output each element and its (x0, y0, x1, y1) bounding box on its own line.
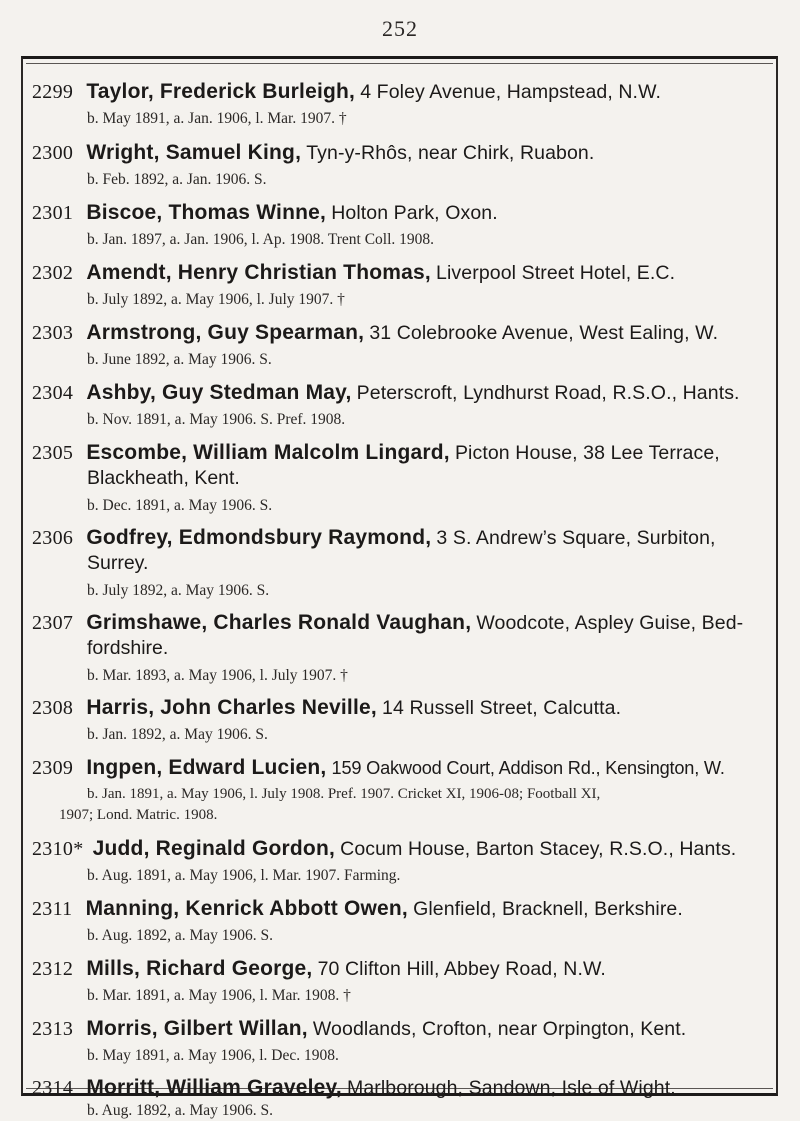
entry-address: 3 S. Andrew’s Square, Surbiton, (436, 527, 716, 549)
entry-address: Holton Park, Oxon. (331, 202, 498, 224)
entry-details: b. June 1892, a. May 1906. S. (87, 351, 272, 368)
entry-details: b. July 1892, a. May 1906. S. (87, 582, 270, 599)
entry-name: Mills, Richard George, (86, 957, 313, 980)
entry-name: Armstrong, Guy Spearman, (86, 321, 365, 344)
entry-address: 70 Clifton Hill, Abbey Road, N.W. (317, 958, 606, 980)
entry-address: Glenfield, Bracknell, Berkshire. (413, 898, 683, 920)
entry-heading (32, 835, 770, 863)
page-number: 252 (382, 16, 418, 41)
entry-address: Picton House, 38 Lee Terrace, (454, 442, 720, 464)
entry-details: b. Jan. 1897, a. Jan. 1906, l. Ap. 1908. Trent Coll. 1908. (87, 231, 435, 248)
entry-number: 2299 (32, 81, 74, 103)
entry-details: b. Aug. 1892, a. May 1906. S. (87, 927, 273, 944)
entry-address: 31 Colebrooke Avenue, West Ealing, W. (369, 322, 719, 344)
entry-number: 2314 (32, 1077, 74, 1099)
entry-address: 14 Russell Street, Calcutta. (382, 697, 622, 719)
entry-number: 2303 (32, 322, 74, 344)
entry-name: Wright, Samuel King, (86, 141, 302, 164)
entry-details: b. May 1891, a. Jan. 1906, l. Mar. 1907. † (87, 110, 347, 127)
entry-details: b. Dec. 1891, a. May 1906. S. (87, 497, 273, 514)
entry-heading (32, 524, 770, 552)
entry-heading (32, 439, 770, 467)
entry-heading (32, 955, 770, 983)
entry-details: b. July 1892, a. May 1906, l. July 1907. † (87, 291, 345, 308)
entry-details: b. Mar. 1891, a. May 1906, l. Mar. 1908. † (87, 987, 351, 1004)
entry-address: Liverpool Street Hotel, E.C. (436, 262, 676, 284)
entry-name: Grimshawe, Charles Ronald Vaughan, (86, 611, 472, 634)
entry-name: Amendt, Henry Christian Thomas, (86, 261, 431, 284)
entry-details: b. Jan. 1891, a. May 1906, l. July 1908. Pref. 1907. Cricket XI, 1906-08; Football XI, (87, 786, 601, 802)
entry-number: 2304 (32, 382, 74, 404)
entry-number: 2311 (32, 898, 73, 920)
entry-number: 2302 (32, 262, 74, 284)
entry-name: Escombe, William Malcolm Lingard, (86, 441, 450, 464)
entry-name: Ingpen, Edward Lucien, (86, 756, 327, 779)
entry-heading (32, 379, 770, 407)
entry-heading (32, 78, 770, 106)
entry-details: b. Aug. 1892, a. May 1906. S. (87, 1102, 273, 1119)
entry-heading (32, 609, 770, 637)
entry-address: Woodcote, Aspley Guise, Bed- (476, 612, 744, 634)
entry-heading (32, 1074, 770, 1102)
entry-heading (32, 754, 770, 782)
entry-name: Manning, Kenrick Abbott Owen, (85, 897, 408, 920)
entry-address: 159 Oakwood Court, Addison Rd., Kensington, W. (331, 758, 725, 778)
entry-address: Marlborough, Sandown, Isle of Wight. (346, 1077, 676, 1099)
entry-heading (32, 199, 770, 227)
entry-address: Cocum House, Barton Stacey, R.S.O., Hants. (340, 838, 737, 860)
entry-number: 2309 (32, 757, 74, 779)
entry-address: Tyn-y-Rhôs, near Chirk, Ruabon. (306, 142, 595, 164)
entry-name: Morris, Gilbert Willan, (86, 1017, 308, 1040)
entry-heading (32, 694, 770, 722)
entry-number: 2308 (32, 697, 74, 719)
entry-number: 2310* (32, 838, 84, 860)
entry-address: Woodlands, Crofton, near Orpington, Kent. (312, 1018, 687, 1040)
entry-name: Biscoe, Thomas Winne, (86, 201, 327, 224)
entry-address: Peterscroft, Lyndhurst Road, R.S.O., Hants. (356, 382, 740, 404)
entry-name: Judd, Reginald Gordon, (92, 837, 336, 860)
entry-name: Ashby, Guy Stedman May, (86, 381, 352, 404)
entry-number: 2300 (32, 142, 74, 164)
entry-number: 2306 (32, 527, 74, 549)
entry-name: Morritt, William Graveley, (86, 1076, 342, 1099)
entry-number: 2301 (32, 202, 74, 224)
entry-details: b. Mar. 1893, a. May 1906, l. July 1907. † (87, 667, 348, 684)
entry-heading (32, 259, 770, 287)
entry-heading (32, 1015, 770, 1043)
entry-address-continued: Blackheath, Kent. (87, 467, 240, 489)
entry-number: 2313 (32, 1018, 74, 1040)
entry-heading (32, 319, 770, 347)
entry-name: Godfrey, Edmondsbury Raymond, (86, 526, 432, 549)
entry-name: Taylor, Frederick Burleigh, (86, 80, 356, 103)
entry-address: 4 Foley Avenue, Hampstead, N.W. (360, 81, 662, 103)
entry-details: b. Nov. 1891, a. May 1906. S. Pref. 1908. (87, 411, 346, 428)
entry-number: 2307 (32, 612, 74, 634)
entry-details: b. May 1891, a. May 1906, l. Dec. 1908. (87, 1047, 339, 1064)
entry-number: 2312 (32, 958, 74, 980)
entry-number: 2305 (32, 442, 74, 464)
entry-details: b. Feb. 1892, a. Jan. 1906. S. (87, 171, 267, 188)
entry-address-continued: Surrey. (87, 552, 149, 574)
entry-details: b. Jan. 1892, a. May 1906. S. (87, 726, 268, 743)
entry-heading (32, 139, 770, 167)
entry-address-continued: fordshire. (87, 637, 169, 659)
entry-name: Harris, John Charles Neville, (86, 696, 377, 719)
entry-heading (32, 895, 770, 923)
entry-details-continued: 1907; Lond. Matric. 1908. (59, 807, 218, 823)
entry-details: b. Aug. 1891, a. May 1906, l. Mar. 1907. Farming. (87, 867, 401, 884)
